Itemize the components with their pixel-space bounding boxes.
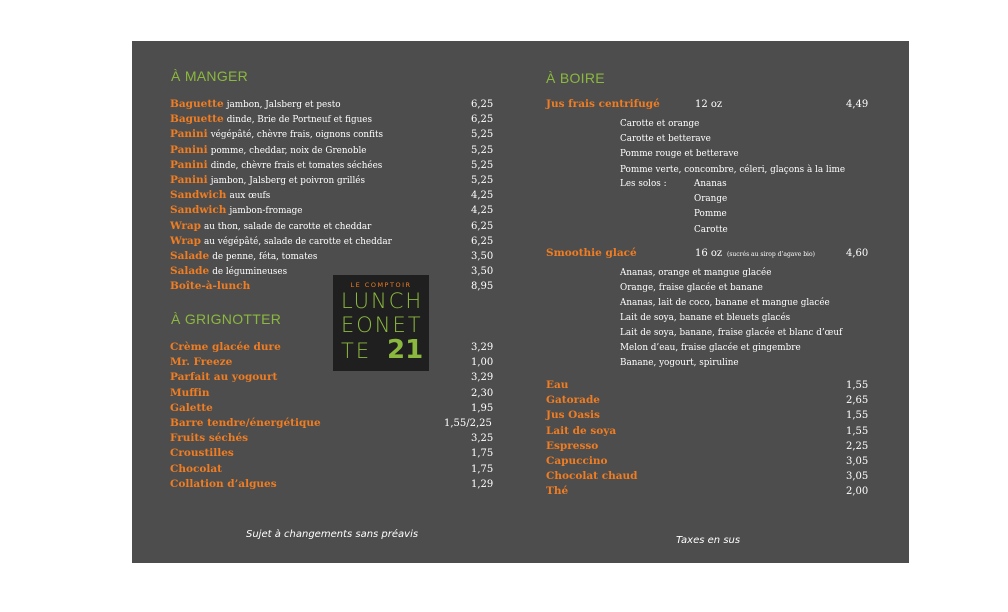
item-price: 1,00 — [471, 357, 494, 369]
item-desc: dinde, chèvre frais et tomates séchées — [210, 160, 383, 171]
jus-size: 12 oz — [695, 99, 723, 110]
boire-item — [546, 378, 568, 393]
smoothie-option: Ananas, orange et mangue glacée — [620, 268, 772, 278]
item-price: 1,55/2,25 — [444, 418, 492, 429]
item-name: Baguette — [170, 98, 224, 110]
grignotter-item — [170, 431, 248, 446]
jus-row — [546, 97, 660, 112]
solo-option: Carotte — [694, 224, 728, 235]
solo-option: Ananas — [694, 179, 727, 189]
grignotter-item — [170, 416, 321, 431]
item-name: Jus Oasis — [546, 409, 600, 422]
manger-item — [170, 264, 287, 279]
jus-name: Jus frais centrifugé — [546, 98, 660, 110]
item-price: 2,65 — [846, 395, 869, 407]
section-title-grignotter: À GRIGNOTTER — [171, 311, 282, 327]
item-price: 3,05 — [846, 471, 869, 483]
item-price: 1,75 — [471, 463, 494, 475]
item-name: Capuccino — [546, 455, 608, 467]
item-price: 1,75 — [471, 448, 494, 460]
item-price: 5,25 — [471, 175, 494, 186]
boire-item — [546, 484, 568, 499]
item-name: Panini — [170, 158, 208, 171]
item-price: 3,25 — [471, 433, 494, 445]
boire-item — [546, 424, 616, 439]
item-price: 3,29 — [471, 342, 494, 353]
item-name: Sandwich — [170, 189, 227, 202]
item-price: 1,55 — [846, 425, 869, 437]
item-name: Espresso — [546, 439, 599, 452]
item-price: 3,29 — [471, 372, 494, 384]
item-name: Chocolat chaud — [546, 470, 638, 483]
item-price: 6,25 — [471, 114, 494, 126]
item-desc: jambon, Jalsberg et poivron grillés — [210, 176, 365, 186]
boire-item — [546, 393, 600, 408]
manger-item — [170, 127, 383, 142]
item-name: Galette — [170, 401, 213, 414]
item-name: Gatorade — [546, 394, 600, 407]
manger-item — [170, 143, 366, 158]
item-name: Salade — [170, 250, 210, 262]
item-desc: au végépâté, salade de carotte et cheddar — [204, 236, 392, 247]
item-name: Mr. Freeze — [170, 356, 233, 369]
smoothie-row — [546, 246, 637, 261]
item-name: Sandwich — [170, 204, 227, 217]
item-name: Eau — [546, 379, 569, 391]
manger-item — [170, 234, 392, 249]
item-desc: de légumineuses — [212, 267, 288, 278]
grignotter-item — [170, 401, 213, 416]
item-desc: jambon, Jalsberg et pesto — [226, 100, 341, 110]
item-name: Boîte-à-lunch — [170, 280, 251, 293]
item-desc: pomme, cheddar, noix de Grenoble — [210, 145, 367, 156]
solos-label: Les solos : — [620, 179, 667, 189]
jus-option: Carotte et betterave — [620, 134, 711, 145]
item-desc: au thon, salade de carotte et cheddar — [204, 221, 372, 232]
logo-number: 21 — [387, 335, 424, 365]
item-name: Collation d’algues — [170, 477, 277, 490]
item-price: 5,25 — [471, 129, 494, 141]
logo-line-1: LE COMPTOIR — [350, 281, 412, 289]
item-name: Chocolat — [170, 462, 223, 475]
item-price: 6,25 — [471, 235, 494, 247]
item-price: 4,25 — [471, 205, 494, 217]
item-desc: jambon-fromage — [229, 206, 303, 217]
manger-item — [170, 112, 372, 127]
item-name: Panini — [170, 174, 208, 186]
smoothie-option: Orange, fraise glacée et banane — [620, 283, 763, 293]
boire-item — [546, 408, 600, 423]
smoothie-option: Banane, yogourt, spiruline — [620, 358, 739, 368]
smoothie-price: 4,60 — [846, 248, 869, 259]
item-desc: aux œufs — [229, 191, 271, 202]
item-price: 1,95 — [471, 402, 494, 414]
item-price: 1,55 — [846, 380, 869, 391]
note-changements: Sujet à changements sans préavis — [246, 529, 419, 540]
item-name: Wrap — [170, 219, 201, 232]
item-name: Fruits séchés — [170, 432, 249, 445]
smoothie-option: Ananas, lait de coco, banane et mangue glacée — [620, 298, 830, 308]
grignotter-item — [170, 386, 210, 401]
item-name: Lait de soya — [546, 424, 617, 437]
item-name: Baguette — [170, 113, 224, 126]
item-name: Barre tendre/énergétique — [170, 417, 321, 429]
grignotter-item — [170, 462, 222, 477]
grignotter-item — [170, 355, 232, 370]
item-price: 5,25 — [471, 144, 494, 156]
smoothie-option: Melon d’eau, fraise glacée et gingembre — [620, 343, 801, 353]
item-name: Panini — [170, 128, 208, 141]
manger-item — [170, 173, 365, 188]
logo-line-3: EONET — [341, 313, 423, 337]
smoothie-option: Lait de soya, banane, fraise glacée et blanc d’œuf — [620, 328, 843, 338]
solo-option: Pomme — [694, 209, 727, 220]
item-price: 5,25 — [471, 159, 494, 171]
item-price: 2,00 — [846, 486, 869, 498]
smoothie-size-note: (sucrés au sirop d’agave bio) — [727, 251, 815, 258]
grignotter-item — [170, 477, 277, 492]
section-title-boire: À BOIRE — [546, 70, 605, 86]
item-price: 3,50 — [471, 266, 494, 278]
item-name: Muffin — [170, 386, 210, 399]
smoothie-size: 16 oz — [695, 248, 723, 259]
item-name: Panini — [170, 143, 208, 156]
item-price: 6,25 — [471, 99, 494, 110]
item-price: 2,30 — [471, 387, 494, 399]
smoothie-option: Lait de soya, banane et bleuets glacés — [620, 313, 791, 323]
item-name: Wrap — [170, 234, 201, 247]
item-price: 1,55 — [846, 410, 869, 422]
item-name: Thé — [546, 485, 569, 498]
manger-item — [170, 279, 250, 294]
grignotter-item — [170, 370, 277, 385]
item-name: Salade — [170, 265, 210, 278]
boire-item — [546, 469, 638, 484]
item-desc: végépâté, chèvre frais, oignons confits — [210, 130, 384, 141]
item-price: 2,25 — [846, 440, 869, 452]
item-name: Parfait au yogourt — [170, 371, 278, 384]
manger-item — [170, 158, 382, 173]
solo-option: Orange — [694, 194, 728, 205]
item-price: 3,05 — [846, 456, 869, 467]
comptoir-logo — [333, 275, 429, 371]
boire-item — [546, 454, 608, 469]
boire-item — [546, 439, 598, 454]
item-name: Croustilles — [170, 447, 234, 460]
section-title-manger: À MANGER — [171, 68, 249, 84]
manger-item — [170, 203, 303, 218]
item-price: 6,25 — [471, 220, 494, 232]
smoothie-name: Smoothie glacé — [546, 247, 637, 259]
logo-line-4: TE — [341, 339, 372, 363]
item-desc: de penne, féta, tomates — [212, 252, 318, 262]
note-taxes: Taxes en sus — [676, 535, 741, 546]
manger-item — [170, 249, 317, 264]
jus-price: 4,49 — [846, 99, 869, 110]
item-price: 3,50 — [471, 251, 494, 262]
jus-option: Pomme rouge et betterave — [620, 149, 739, 160]
grignotter-item — [170, 340, 281, 355]
manger-item — [170, 188, 270, 203]
item-price: 4,25 — [471, 190, 494, 202]
jus-option: Pomme verte, concombre, céleri, glaçons à la lime — [620, 164, 846, 175]
item-price: 1,29 — [471, 478, 494, 490]
manger-item — [170, 219, 371, 234]
grignotter-item — [170, 446, 234, 461]
item-name: Crème glacée dure — [170, 341, 281, 353]
item-price: 8,95 — [471, 281, 494, 293]
manger-item — [170, 97, 341, 112]
logo-line-2: LUNCH — [341, 289, 424, 313]
item-desc: dinde, Brie de Portneuf et figues — [226, 115, 373, 126]
jus-option: Carotte et orange — [620, 119, 700, 129]
